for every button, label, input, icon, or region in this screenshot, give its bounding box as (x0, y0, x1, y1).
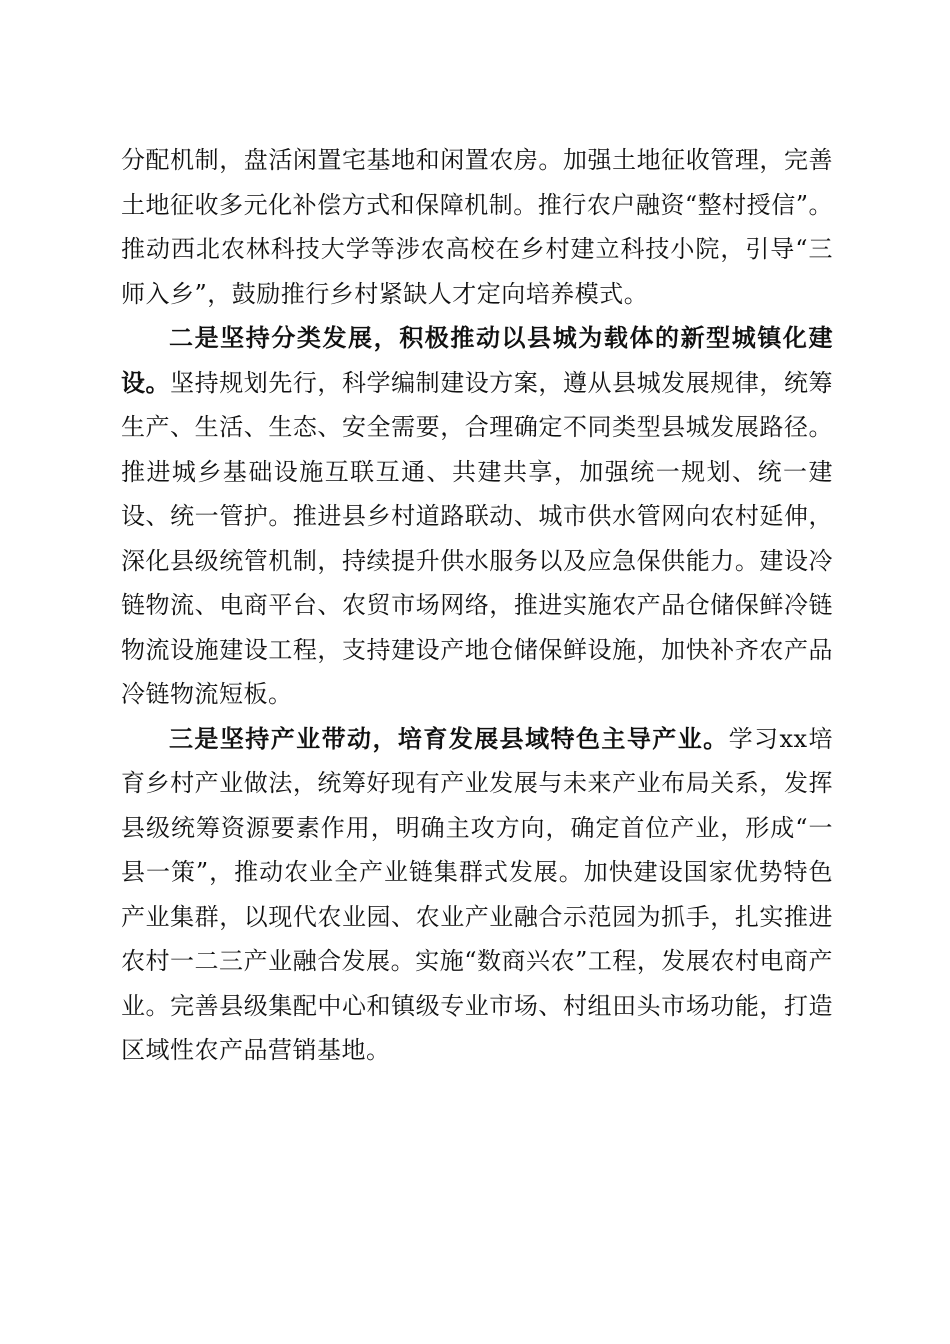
paragraph-3 (121, 717, 833, 1073)
document-body (121, 138, 833, 1073)
paragraph-1-text: 分配机制，盘活闲置宅基地和闲置农房。加强土地征收管理，完善土地征收多元化补偿方式和保障机制。推行农户融资“整村授信”。推动西北农林科技大学等涉农高校在乡村建立科技小院，引导“三师入乡”，鼓励推行乡村紧缺人才定向培养模式。 (121, 146, 833, 308)
paragraph-1 (121, 138, 833, 316)
paragraph-2 (121, 316, 833, 717)
paragraph-3-heading: 三是坚持产业带动，培育发展县域特色主导产业。 (169, 723, 729, 753)
paragraph-2-text: 坚持规划先行，科学编制建设方案，遵从县城发展规律，统筹生产、生活、生态、安全需要，合理确定不同类型县城发展路径。推进城乡基础设施互联互通、共建共享，加强统一规划、统一建设、统一管护。推进县乡村道路联动、城市供水管网向农村延伸，深化县级统管机制，持续提升供水服务以及应急保供能力。建设冷链物流、电商平台、农贸市场网络，推进实施农产品仓储保鲜冷链物流设施建设工程，支持建设产地仓储保鲜设施，加快补齐农产品冷链物流短板。 (121, 368, 834, 708)
paragraph-2-heading: 二是坚持分类发展，积极推动以县城为载体的新型城镇化建设。 (121, 323, 833, 397)
paragraph-3-text: 学习xx培育乡村产业做法，统筹好现有产业发展与未来产业布局关系，发挥县级统筹资源要素作用，明确主攻方向，确定首位产业，形成“一县一策”，推动农业全产业链集群式发展。加快建设国家优势特色产业集群，以现代农业园、农业产业融合示范园为抓手，扎实推进农村一二三产业融合发展。实施“数商兴农”工程，发展农村电商产业。完善县级集配中心和镇级专业市场、村组田头市场功能，打造区域性农产品营销基地。 (121, 724, 834, 1064)
